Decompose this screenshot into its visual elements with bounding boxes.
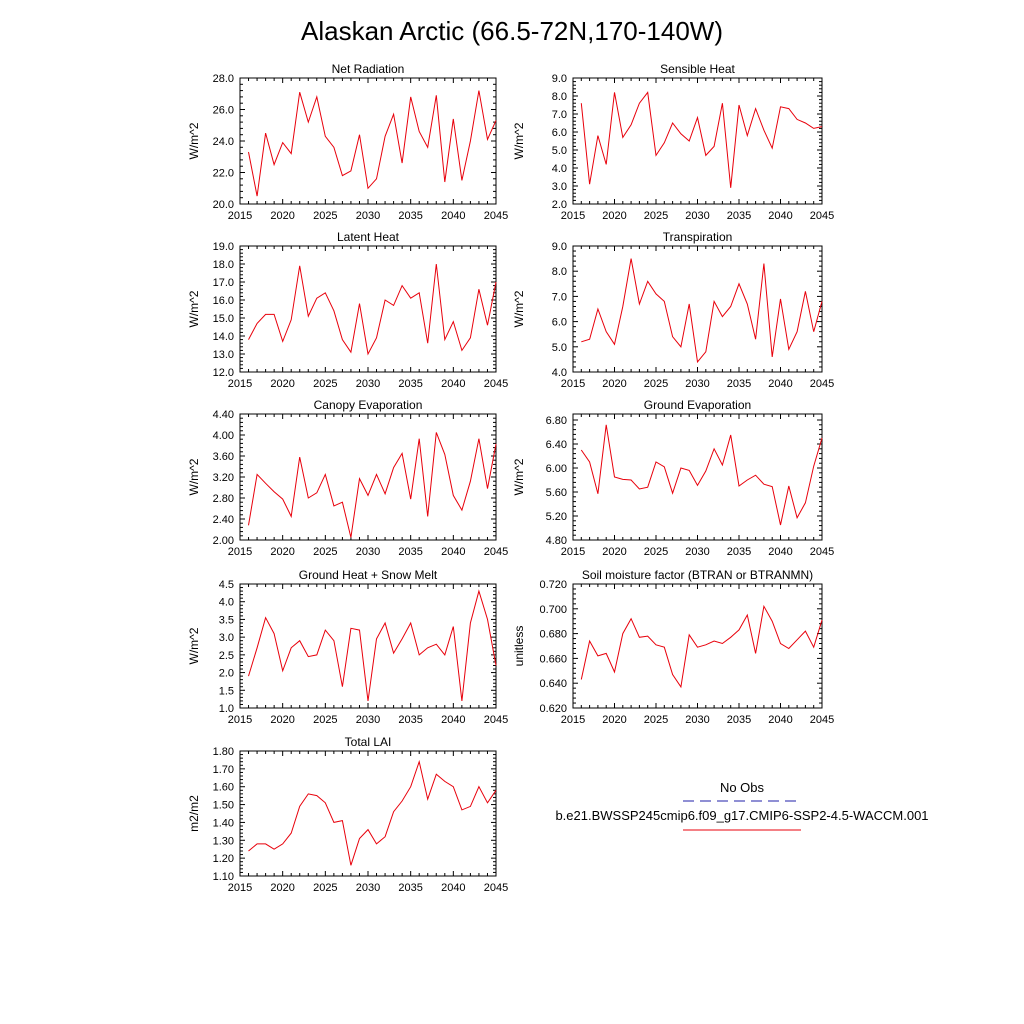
plot-frame: [240, 584, 496, 708]
y-tick-label: 2.40: [212, 514, 234, 526]
x-tick-label: 2045: [483, 378, 509, 390]
x-tick-label: 2030: [685, 378, 710, 390]
y-tick-label: 1.30: [212, 835, 234, 848]
x-tick-label: 2025: [313, 378, 338, 390]
panel-title: Ground Heat + Snow Melt: [298, 568, 438, 582]
series-line: [249, 762, 497, 866]
x-tick-label: 2045: [483, 714, 509, 726]
y-tick-label: 4.5: [218, 579, 234, 591]
y-tick-label: 1.20: [212, 853, 234, 866]
panels: [187, 62, 834, 894]
y-tick-label: 1.5: [218, 685, 234, 698]
y-tick-label: 4.80: [545, 535, 567, 547]
y-axis-label: W/m^2: [187, 627, 201, 665]
x-tick-label: 2025: [313, 210, 338, 222]
y-tick-label: 28.0: [212, 73, 234, 85]
plot-frame: [573, 246, 822, 372]
x-tick-label: 2025: [643, 210, 669, 222]
y-tick-label: 1.0: [218, 703, 234, 715]
y-tick-label: 3.20: [212, 472, 234, 484]
series-line: [581, 259, 822, 362]
y-tick-label: 12.0: [212, 367, 234, 379]
x-tick-label: 2040: [441, 882, 466, 894]
x-tick-label: 2025: [313, 546, 338, 558]
chart-panel: [512, 62, 834, 222]
x-tick-label: 2030: [355, 882, 381, 894]
legend-model-label: b.e21.BWSSP245cmip6.f09_g17.CMIP6-SSP2-4.5-WACCM.001: [555, 808, 929, 823]
y-axis-label: unitless: [512, 625, 526, 667]
x-tick-label: 2030: [355, 546, 381, 558]
y-tick-label: 6.00: [545, 463, 567, 475]
y-tick-label: 0.640: [539, 678, 567, 691]
chart-panel: [187, 735, 508, 894]
x-tick-label: 2040: [441, 546, 466, 558]
y-tick-label: 2.0: [551, 199, 567, 211]
panel-title: Soil moisture factor (BTRAN or BTRANMN): [581, 568, 814, 582]
x-tick-label: 2020: [270, 714, 295, 726]
y-tick-label: 7.0: [551, 291, 567, 304]
y-axis-label: W/m^2: [187, 290, 201, 328]
x-tick-label: 2045: [483, 210, 509, 222]
panel-title: Transpiration: [662, 230, 733, 244]
y-tick-label: 5.20: [545, 511, 567, 523]
y-axis-label: W/m^2: [512, 458, 526, 496]
y-tick-label: 17.0: [212, 277, 234, 289]
legend-obs-label: No Obs: [719, 780, 765, 795]
x-tick-label: 2015: [560, 210, 586, 222]
x-tick-label: 2015: [227, 714, 253, 726]
panel-title: Sensible Heat: [660, 62, 735, 76]
plot-frame: [573, 78, 822, 204]
y-tick-label: 2.0: [218, 667, 234, 680]
y-tick-label: 6.0: [551, 127, 567, 139]
chart-panel: [512, 568, 834, 726]
x-tick-label: 2020: [270, 882, 295, 894]
y-tick-label: 14.0: [212, 331, 234, 343]
x-tick-label: 2030: [685, 714, 710, 726]
y-axis-label: W/m^2: [187, 122, 201, 160]
chart-panel: [187, 62, 508, 222]
x-tick-label: 2025: [643, 378, 669, 390]
x-tick-label: 2025: [313, 882, 338, 894]
series-line: [581, 606, 822, 687]
y-tick-label: 6.80: [545, 415, 567, 427]
y-tick-label: 2.80: [212, 493, 234, 505]
x-tick-label: 2045: [809, 210, 835, 222]
panel-title: Ground Evaporation: [643, 398, 752, 412]
y-tick-label: 3.0: [218, 632, 234, 645]
x-tick-label: 2020: [602, 210, 627, 222]
x-tick-label: 2015: [227, 882, 253, 894]
x-tick-label: 2040: [441, 210, 466, 222]
x-tick-label: 2015: [227, 210, 253, 222]
x-tick-label: 2020: [602, 714, 627, 726]
y-tick-label: 22.0: [212, 167, 234, 180]
plot-frame: [240, 78, 496, 204]
x-tick-label: 2040: [768, 714, 793, 726]
y-tick-label: 19.0: [212, 241, 234, 253]
y-tick-label: 7.0: [551, 109, 567, 121]
y-tick-label: 2.00: [212, 535, 234, 547]
plot-frame: [240, 414, 496, 540]
y-tick-label: 26.0: [212, 104, 234, 117]
y-tick-label: 5.0: [551, 341, 567, 354]
x-tick-label: 2020: [270, 378, 295, 390]
x-tick-label: 2030: [685, 546, 710, 558]
x-tick-label: 2030: [355, 210, 381, 222]
x-tick-label: 2035: [726, 714, 752, 726]
y-tick-label: 4.0: [218, 596, 234, 609]
x-tick-label: 2020: [602, 378, 627, 390]
series-line: [249, 264, 497, 354]
series-line: [581, 92, 822, 187]
chart-panel: [187, 398, 508, 558]
y-tick-label: 3.60: [212, 451, 234, 463]
plot-frame: [240, 751, 496, 876]
x-tick-label: 2035: [398, 378, 423, 390]
y-tick-label: 9.0: [551, 241, 567, 253]
y-tick-label: 18.0: [212, 259, 234, 271]
x-tick-label: 2045: [483, 546, 509, 558]
y-tick-label: 0.720: [539, 579, 567, 591]
x-tick-label: 2015: [560, 378, 586, 390]
x-tick-label: 2045: [483, 882, 509, 894]
x-tick-label: 2030: [355, 378, 381, 390]
x-tick-label: 2030: [355, 714, 381, 726]
y-tick-label: 1.80: [212, 746, 234, 758]
x-tick-label: 2045: [809, 714, 835, 726]
y-tick-label: 0.680: [539, 628, 567, 641]
y-tick-label: 16.0: [212, 295, 234, 307]
x-tick-label: 2040: [768, 546, 793, 558]
x-tick-label: 2040: [768, 210, 793, 222]
x-tick-label: 2020: [270, 210, 295, 222]
y-tick-label: 20.0: [212, 199, 234, 211]
series-line: [249, 432, 497, 537]
y-tick-label: 4.40: [212, 409, 234, 421]
series-line: [581, 425, 822, 525]
y-tick-label: 9.0: [551, 73, 567, 85]
x-tick-label: 2015: [227, 546, 253, 558]
panel-title: Net Radiation: [331, 62, 405, 76]
y-tick-label: 8.0: [551, 91, 567, 103]
y-tick-label: 6.40: [545, 439, 567, 451]
panel-title: Total LAI: [344, 735, 392, 749]
y-tick-label: 1.70: [212, 763, 234, 776]
series-line: [249, 591, 497, 701]
panel-title: Latent Heat: [336, 230, 400, 244]
y-axis-label: W/m^2: [512, 122, 526, 160]
y-tick-label: 3.5: [218, 614, 234, 627]
y-tick-label: 8.0: [551, 266, 567, 279]
y-axis-label: W/m^2: [512, 290, 526, 328]
x-tick-label: 2025: [313, 714, 338, 726]
y-tick-label: 24.0: [212, 136, 234, 148]
y-tick-label: 4.00: [212, 430, 234, 442]
plot-frame: [573, 414, 822, 540]
y-axis-label: W/m^2: [187, 458, 201, 496]
x-tick-label: 2040: [441, 714, 466, 726]
x-tick-label: 2035: [726, 546, 752, 558]
y-tick-label: 3.0: [551, 181, 567, 193]
y-tick-label: 0.620: [539, 703, 567, 715]
y-tick-label: 4.0: [551, 163, 567, 175]
x-tick-label: 2035: [398, 546, 423, 558]
y-tick-label: 4.0: [551, 367, 567, 379]
chart-panel: [512, 230, 834, 390]
y-tick-label: 13.0: [212, 349, 234, 361]
chart-panel: [512, 398, 834, 558]
x-tick-label: 2040: [768, 378, 793, 390]
x-tick-label: 2035: [398, 714, 423, 726]
y-tick-label: 1.10: [212, 871, 234, 883]
x-tick-label: 2015: [560, 546, 586, 558]
y-tick-label: 0.700: [539, 603, 567, 616]
x-tick-label: 2035: [726, 210, 752, 222]
y-tick-label: 6.0: [551, 316, 567, 329]
chart-panel: [187, 568, 508, 726]
y-tick-label: 0.660: [539, 653, 567, 666]
y-tick-label: 5.60: [545, 487, 567, 499]
x-tick-label: 2025: [643, 546, 669, 558]
x-tick-label: 2025: [643, 714, 669, 726]
chart-panel: [187, 230, 508, 390]
x-tick-label: 2015: [227, 378, 253, 390]
x-tick-label: 2035: [398, 882, 423, 894]
y-axis-label: m2/m2: [187, 795, 201, 832]
x-tick-label: 2020: [270, 546, 295, 558]
x-tick-label: 2020: [602, 546, 627, 558]
series-line: [249, 91, 497, 197]
x-tick-label: 2035: [398, 210, 423, 222]
panel-title: Canopy Evaporation: [313, 398, 423, 412]
y-tick-label: 5.0: [551, 145, 567, 157]
x-tick-label: 2015: [560, 714, 586, 726]
x-tick-label: 2045: [809, 378, 835, 390]
y-tick-label: 2.5: [218, 649, 234, 662]
y-tick-label: 15.0: [212, 313, 234, 325]
figure-title: Alaskan Arctic (66.5-72N,170-140W): [301, 16, 723, 46]
x-tick-label: 2035: [726, 378, 752, 390]
x-tick-label: 2030: [685, 210, 710, 222]
x-tick-label: 2040: [441, 378, 466, 390]
y-tick-label: 1.60: [212, 781, 234, 794]
legend: [555, 780, 928, 830]
y-tick-label: 1.40: [212, 817, 234, 830]
x-tick-label: 2045: [809, 546, 835, 558]
y-tick-label: 1.50: [212, 799, 234, 812]
